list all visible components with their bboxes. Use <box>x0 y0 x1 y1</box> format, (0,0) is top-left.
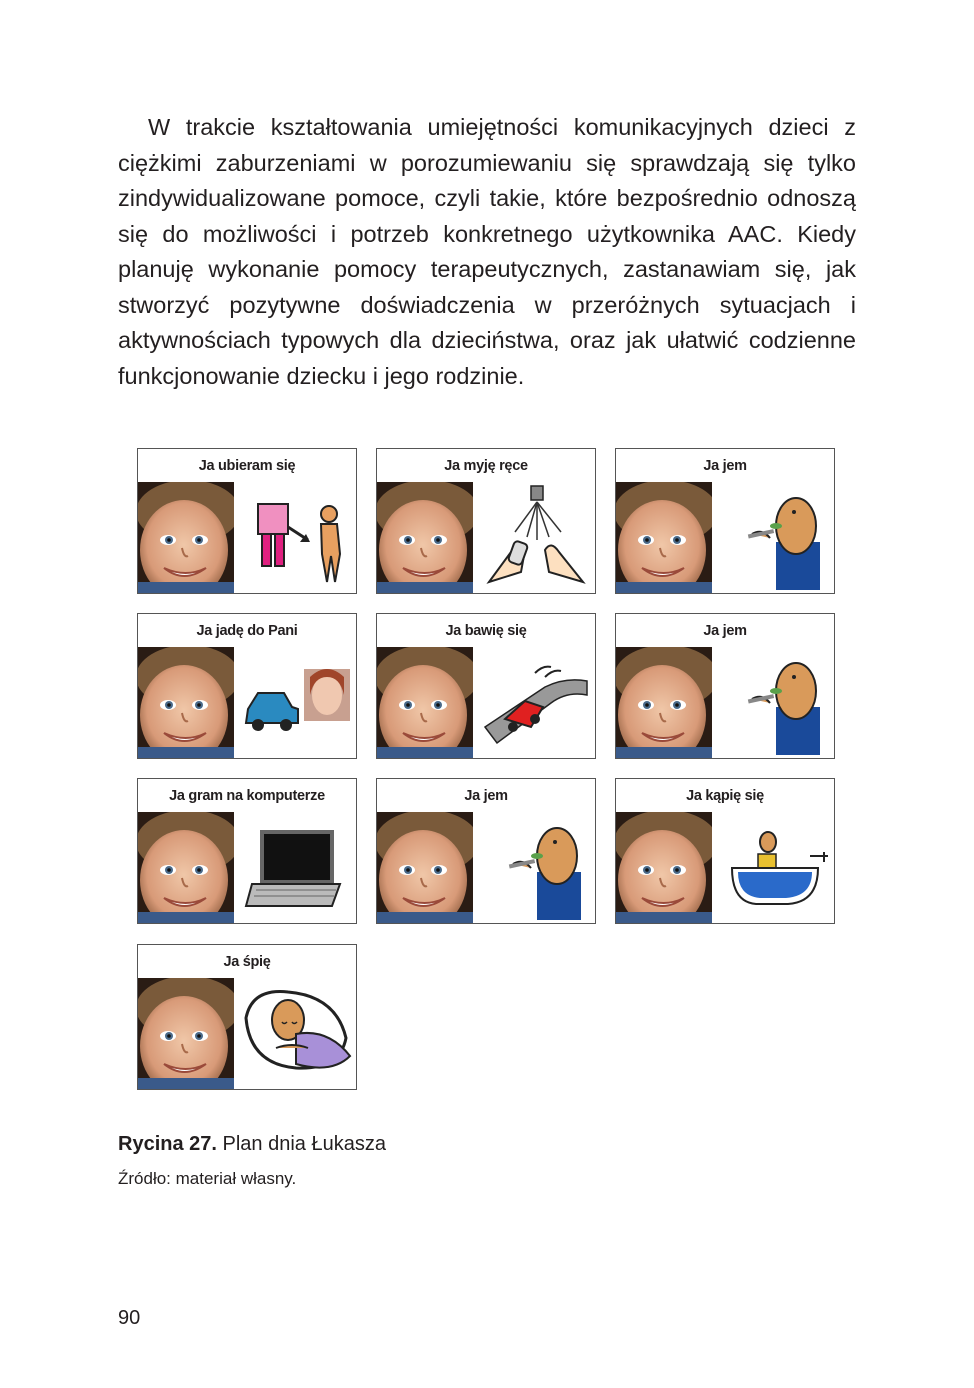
child-photo <box>377 647 473 759</box>
figure-label: Rycina 27. <box>118 1133 217 1155</box>
card-label: Ja gram na komputerze <box>169 788 325 804</box>
card-label: Ja bawię się <box>445 623 527 639</box>
eating-icon <box>714 482 834 594</box>
card-computer <box>137 778 357 924</box>
sleeping-icon <box>236 978 356 1090</box>
card-eating <box>615 448 835 594</box>
child-photo <box>138 812 234 924</box>
toy-car-icon <box>475 647 595 759</box>
card-label: Ja myję ręce <box>444 458 528 474</box>
page-number: 90 <box>118 1307 141 1329</box>
card-label: Ja jem <box>703 458 747 474</box>
child-photo <box>138 978 234 1090</box>
washing-hands-icon <box>475 482 595 594</box>
bathtub-icon <box>714 812 834 924</box>
eating-icon <box>714 647 834 759</box>
card-eating <box>376 778 596 924</box>
card-eating <box>615 613 835 759</box>
card-label: Ja jem <box>464 788 508 804</box>
child-photo <box>616 647 712 759</box>
card-dressing <box>137 448 357 594</box>
card-label: Ja jadę do Pani <box>196 623 298 639</box>
car-and-teacher-icon <box>236 647 356 759</box>
daily-plan-grid <box>137 448 837 1093</box>
card-washing-hands <box>376 448 596 594</box>
card-label: Ja kąpię się <box>686 788 764 804</box>
laptop-icon <box>236 812 356 924</box>
child-photo <box>138 482 234 594</box>
dressing-icon <box>236 482 356 594</box>
card-playing <box>376 613 596 759</box>
child-photo <box>377 812 473 924</box>
eating-icon <box>475 812 595 924</box>
card-bathing <box>615 778 835 924</box>
card-label: Ja jem <box>703 623 747 639</box>
figure-caption <box>118 1133 386 1156</box>
child-photo <box>377 482 473 594</box>
card-sleeping <box>137 944 357 1090</box>
child-photo <box>616 812 712 924</box>
card-label: Ja śpię <box>223 954 271 970</box>
figure-source: Źródło: materiał własny. <box>118 1169 297 1188</box>
child-photo <box>616 482 712 594</box>
body-paragraph: W trakcie kształtowania umiejętności komunikacyjnych dzieci z ciężkimi zaburzeniami w porozumiewaniu się sprawdzają się tylko zindywidualizowane pomoce, czyli takie, które bezpośrednio odnoszą się do możliwości i potrzeb konkretnego użytkownika AAC. Kiedy planuję wykonanie pomocy terapeutycznych, zastanawiam się, jak stworzyć pozytywne doświadczenia w przeróżnych sytuacjach i aktywnościach typowych dla dzieciństwa, oraz jak ułatwić codzienne funkcjonowanie dziecku i jego rodzinie. <box>118 114 856 389</box>
figure-title: Plan dnia Łukasza <box>222 1133 386 1155</box>
card-going-to-teacher <box>137 613 357 759</box>
child-photo <box>138 647 234 759</box>
card-label: Ja ubieram się <box>198 458 296 474</box>
